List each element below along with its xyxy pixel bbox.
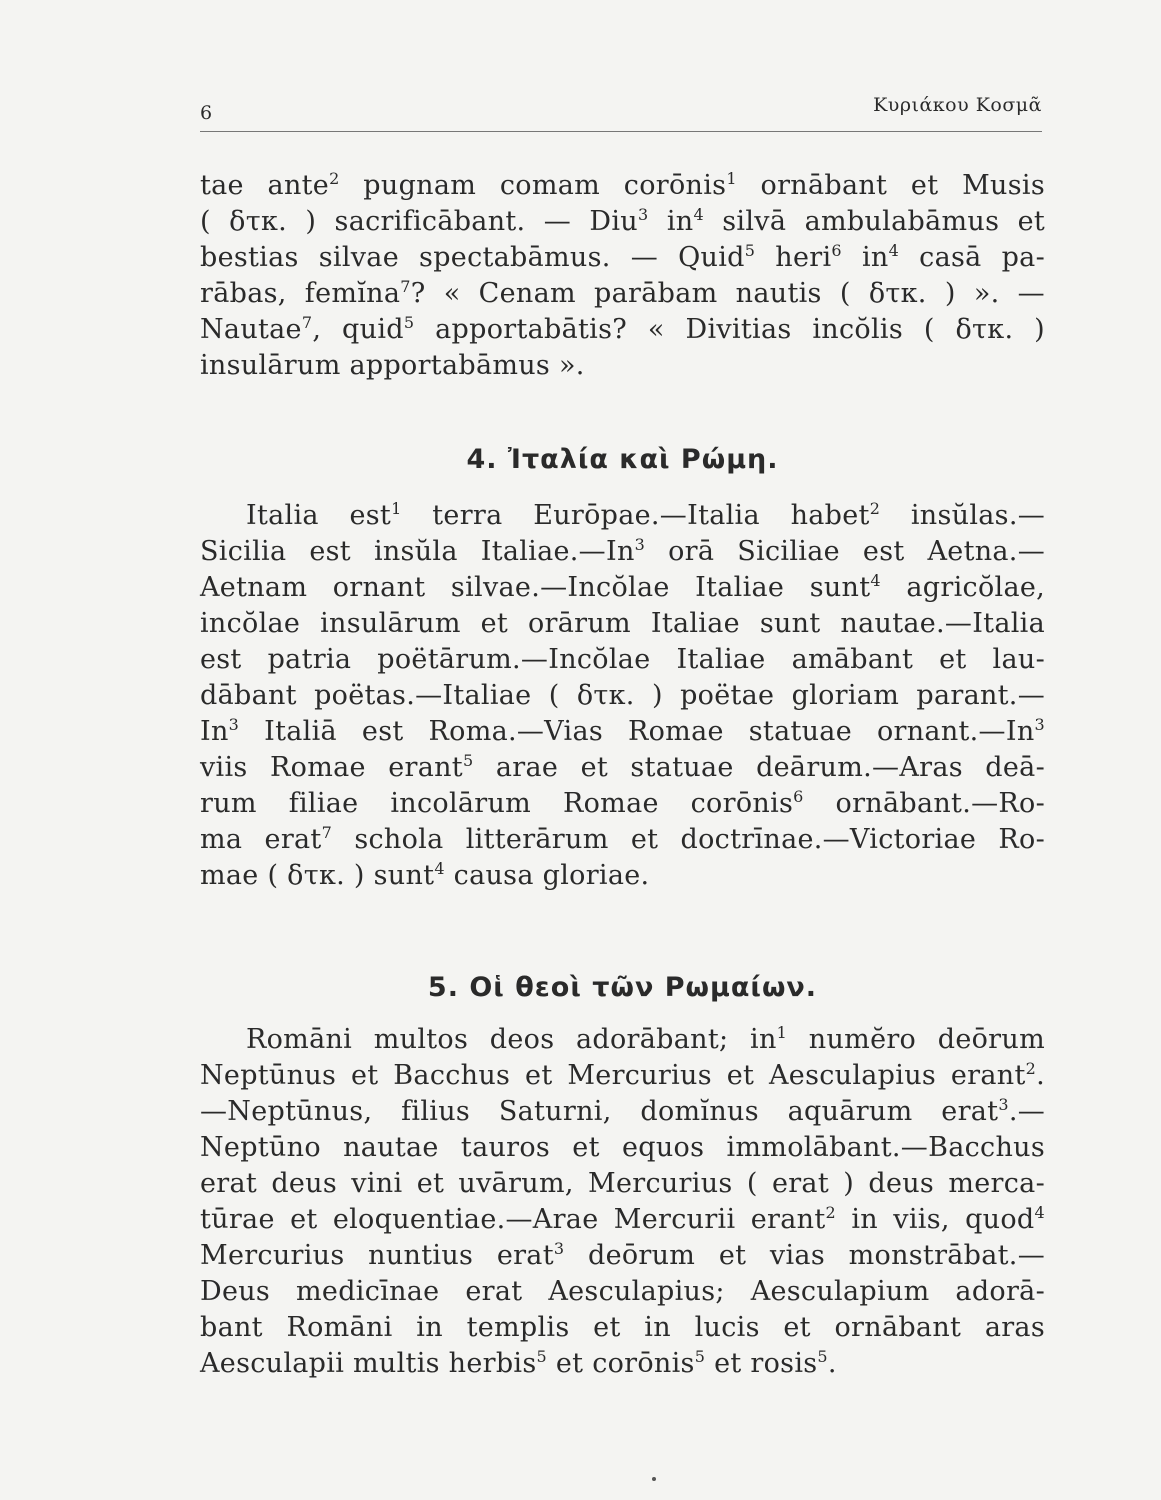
footnote-marker: 1 [391, 499, 402, 518]
footnote-marker: 5 [462, 751, 474, 770]
footnote-marker: 5 [536, 1347, 547, 1366]
text-line [200, 1310, 1045, 1346]
text-line [200, 498, 1045, 534]
footnote-marker: 4 [434, 859, 445, 878]
text-run: . [827, 1348, 837, 1379]
text-run: ? « Cenam parābam nautis ( δτκ. ) ». — [410, 278, 1045, 309]
text-run: , quid [312, 314, 404, 345]
footnote-marker: 5 [817, 1347, 828, 1366]
text-run: . [1036, 1060, 1045, 1091]
text-run: schola litterārum et doctrīnae.—Victoriae Ro- [332, 824, 1045, 855]
text-run: viis Romae erant [200, 752, 463, 783]
paragraph-dei-romanorum [200, 1022, 1045, 1382]
text-line [200, 1058, 1045, 1094]
text-run: tae ante [200, 170, 330, 201]
text-run: Aetnam ornant silvae.—Incŏlae Italiae sunt [200, 572, 871, 603]
footnote-marker: 2 [1025, 1059, 1037, 1078]
text-run: heri [755, 242, 832, 273]
text-run: incŏlae insulārum et orārum Italiae sunt nautae.—Italia [200, 608, 1045, 639]
footnote-marker: 4 [1034, 1203, 1045, 1222]
text-run: .— [1008, 1096, 1045, 1127]
text-run: et corōnis [547, 1348, 695, 1379]
text-run: In [200, 716, 229, 747]
footnote-marker: 2 [825, 1203, 836, 1222]
text-run: Aesculapii multis herbis [200, 1348, 537, 1379]
section-heading-italia-roma: 4. Ἰταλία καὶ Ρώμη. [466, 444, 779, 475]
text-run: casā pa- [899, 242, 1045, 273]
text-run: agricŏlae, [880, 572, 1046, 603]
text-line [200, 1166, 1045, 1202]
text-run: arae et statuae deārum.—Aras deā- [473, 752, 1045, 783]
text-line [200, 642, 1045, 678]
footnote-marker: 3 [634, 535, 646, 554]
text-line [200, 714, 1045, 750]
text-run: Neptūnus et Bacchus et Mercurius et Aesculapius erant [200, 1060, 1026, 1091]
text-run: rum filiae incolārum Romae corōnis [200, 788, 794, 819]
text-run: bant Romāni in templis et in lucis et ornābant aras [200, 1312, 1045, 1343]
text-line [200, 786, 1045, 822]
page-number: 6 [200, 102, 213, 124]
text-run: ( δτκ. ) sacrificābant. — Diu [200, 206, 638, 237]
paragraph-italia-roma [200, 498, 1045, 894]
text-line [200, 1202, 1045, 1238]
text-line [200, 276, 1045, 312]
text-run: Mercurius nuntius erat [200, 1240, 554, 1271]
footnote-marker: 3 [998, 1095, 1009, 1114]
footnote-marker: 7 [400, 277, 411, 296]
text-run: mae ( δτκ. ) sunt [200, 860, 435, 891]
footnote-marker: 3 [637, 205, 649, 224]
footnote-marker: 3 [228, 715, 240, 734]
text-line [200, 822, 1045, 858]
text-line [200, 750, 1045, 786]
text-line [200, 1238, 1045, 1274]
footnote-marker: 5 [403, 313, 415, 332]
text-run: bestias silvae spectabāmus. — Quid [200, 242, 745, 273]
footnote-marker: 2 [329, 169, 340, 188]
footnote-marker: 5 [694, 1347, 706, 1366]
text-run: ornābant.—Ro- [803, 788, 1045, 819]
text-run: Italiā est Roma.—Vias Romae statuae ornant.—In [239, 716, 1035, 747]
text-line [200, 1274, 1045, 1310]
text-line [200, 1022, 1045, 1058]
text-run: Romāni multos deos adorābant; in [246, 1024, 777, 1055]
text-run: terra Eurōpae.—Italia habet [401, 500, 870, 531]
footnote-marker: 4 [693, 205, 704, 224]
text-run: Nautae [200, 314, 302, 345]
footnote-marker: 4 [888, 241, 900, 260]
text-run: Deus medicīnae erat Aesculapius; Aesculapium adorā- [200, 1276, 1045, 1307]
text-run: Italia est [246, 500, 392, 531]
footnote-marker: 3 [1034, 715, 1045, 734]
footnote-marker: 3 [553, 1239, 565, 1258]
footnote-marker: 4 [870, 571, 881, 590]
text-line [200, 1094, 1045, 1130]
text-run: numĕro deōrum [787, 1024, 1045, 1055]
text-run: deōrum et vias monstrābat.— [564, 1240, 1045, 1271]
text-line [200, 204, 1045, 240]
text-line [200, 240, 1045, 276]
text-run: et rosis [705, 1348, 818, 1379]
running-head [200, 92, 1042, 124]
text-run: dābant poëtas.—Italiae ( δτκ. ) poëtae gloriam parant.— [200, 680, 1045, 711]
footnote-marker: 7 [301, 313, 313, 332]
footnote-marker: 1 [726, 169, 737, 188]
text-line [200, 168, 1045, 204]
text-run: Sicilia est insŭla Italiae.—In [200, 536, 635, 567]
text-run: erat deus vini et uvārum, Mercurius ( erat ) deus merca- [200, 1168, 1045, 1199]
text-run: orā Siciliae est Aetna.— [645, 536, 1045, 567]
text-line [200, 312, 1045, 348]
text-run: tūrae et eloquentiae.—Arae Mercurii erant [200, 1204, 826, 1235]
footnote-marker: 6 [831, 241, 842, 260]
text-run: silvā ambulabāmus et [703, 206, 1045, 237]
text-run: ornābant et Musis [736, 170, 1045, 201]
text-line [200, 678, 1045, 714]
text-run: pugnam comam corōnis [339, 170, 727, 201]
text-run: ma erat [200, 824, 322, 855]
text-line [200, 606, 1045, 642]
text-run: —Neptūnus, filius Saturni, domĭnus aquārum erat [200, 1096, 999, 1127]
footnote-marker: 5 [744, 241, 756, 260]
footnote-marker: 6 [793, 787, 804, 806]
text-line [200, 1346, 1045, 1382]
text-run: causa gloriae. [444, 860, 650, 891]
footnote-marker: 2 [869, 499, 881, 518]
header-rule [200, 131, 1042, 132]
text-run: insulārum apportabāmus ». [200, 350, 585, 381]
text-run: insŭlas.— [880, 500, 1046, 531]
text-run: rābas, femĭna [200, 278, 401, 309]
text-line [200, 534, 1045, 570]
text-run: Neptūno nautae tauros et equos immolābant.—Bacchus [200, 1132, 1045, 1163]
text-run: in viis, quod [835, 1204, 1035, 1235]
text-run: in [648, 206, 694, 237]
text-line [200, 1130, 1045, 1166]
section-heading-dei-romanorum: 5. Οἱ θεοὶ τῶν Ρωμαίων. [427, 972, 818, 1003]
text-run: est patria poëtārum.—Incŏlae Italiae amābant et lau- [200, 644, 1045, 675]
text-run: apportabātis? « Divitias incŏlis ( δτκ. ) [414, 314, 1045, 345]
text-line [200, 348, 1045, 384]
text-run: in [841, 242, 889, 273]
footnote-marker: 7 [321, 823, 333, 842]
running-title: Κυριάκου Κοσμᾶ [873, 94, 1042, 116]
text-line [200, 858, 1045, 894]
print-speck [652, 1477, 656, 1481]
paragraph-continuation [200, 168, 1045, 384]
footnote-marker: 1 [776, 1023, 788, 1042]
text-line [200, 570, 1045, 606]
